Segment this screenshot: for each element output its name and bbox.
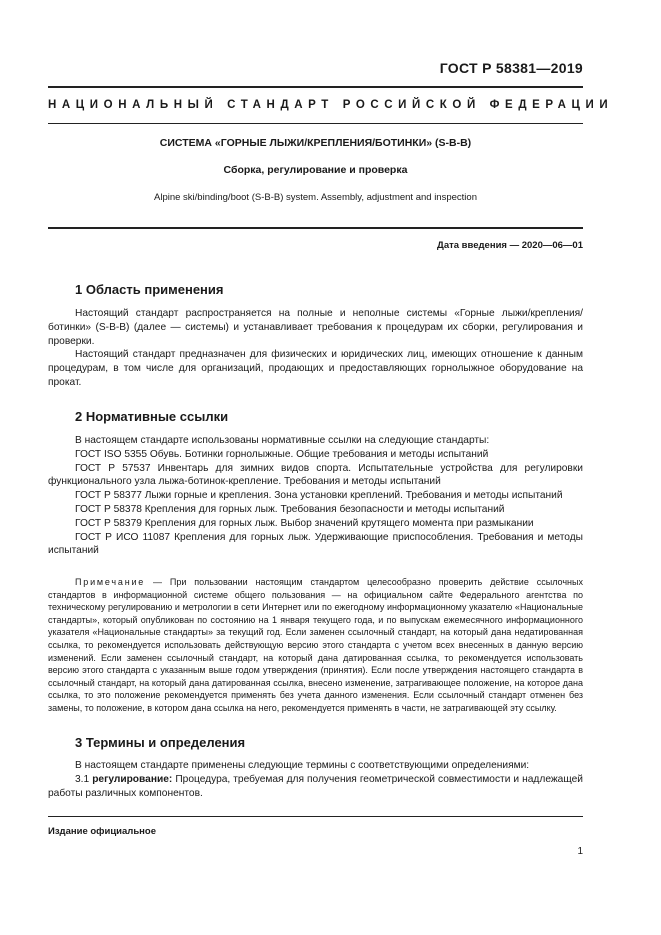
section-2-heading: 2 Нормативные ссылки [75,409,229,424]
section-3-heading: 3 Термины и определения [75,735,246,750]
banner-rule [48,123,583,124]
reference-item: ГОСТ Р 58378 Крепления для горных лыж. Требования безопасности и методы испытаний [75,503,505,515]
references-intro: В настоящем стандарте использованы нормативные ссылки на следующие стандарты: [75,435,490,446]
english-title: Alpine ski/binding/boot (S-B-B) system. Assembly, adjustment and inspection [154,192,477,203]
header-rule [48,86,583,88]
terms-intro: В настоящем стандарте применены следующие термины с соответствующими определениями: [75,760,530,771]
document-title: СИСТЕМА «ГОРНЫЕ ЛЫЖИ/КРЕПЛЕНИЯ/БОТИНКИ» (S-B-B) [159,137,472,149]
title-rule [48,227,583,229]
term-name: регулирование: [92,773,173,785]
reference-item: ГОСТ Р 58379 Крепления для горных лыж. Выбор значений крутящего момента при размыкании [75,517,534,529]
gost-code: ГОСТ Р 58381—2019 [439,60,583,76]
references-note [48,576,583,715]
reference-item: ГОСТ Р 57537 Инвентарь для зимних видов спорта. Испытательные устройства для регулировки функционального узла лыжа-ботинок-крепление. Требования и методы испытаний [48,462,583,488]
page-number: 1 [577,846,583,857]
term-definition-text: Процедура, требуемая для получения геометрической совместимости и надлежащей работы различных компонентов. [48,773,583,799]
term-number: 3.1 [75,773,90,785]
scope-paragraph-2: Настоящий стандарт предназначен для физических и юридических лиц, имеющих отношение к данным процедурам, в том числе для организаций, продающих и предоставляющих горнолыжное оборудование на прокат. [48,349,583,388]
national-standard-banner: НАЦИОНАЛЬНЫЙ СТАНДАРТ РОССИЙСКОЙ ФЕДЕРАЦИИ [48,99,614,111]
reference-item: ГОСТ ISO 5355 Обувь. Ботинки горнолыжные. Общие требования и методы испытаний [75,448,489,460]
introduction-date: Дата введения — 2020—06—01 [437,240,583,251]
section-3-body [48,759,583,800]
note-label: Примечание [75,577,146,587]
section-2-body [48,434,583,558]
reference-item: ГОСТ Р 58377 Лыжи горные и крепления. Зона установки креплений. Требования и методы испытаний [75,490,563,502]
footer-rule [48,816,583,817]
term-definition [48,773,583,801]
section-1-body [48,307,583,390]
edition-label: Издание официальное [48,826,156,837]
scope-paragraph-1: Настоящий стандарт распространяется на полные и неполные системы «Горные лыжи/крепления/ботинки» (S-B-B) (далее — системы) и устанавливает требования к процедурам их сборки, регулирования и проверки. [48,308,583,347]
reference-item: ГОСТ Р ИСО 11087 Крепления для горных лыж. Удерживающие приспособления. Требования и методы испытаний [48,531,583,557]
document-subtitle: Сборка, регулирование и проверка [223,164,408,176]
note-text: — При пользовании настоящим стандартом целесообразно проверить действие ссылочных стандартов в информационной системе общего пользования — на официальном сайте Федерального агентства по техническому регулированию и метрологии в сети Интернет или по ежегодному информационному указателю «Национальные стандарты», который опубликован по состоянию на 1 января текущего года, и по выпускам ежемесячного информационного указателя «Национальные стандарты» за текущий год. Если заменен ссылочный стандарт, на который дана недатированная ссылка, то рекомендуется использовать действующую версию этого стандарта с учетом всех внесенных в данную версию изменений. Если заменен ссылочный стандарт, на который дана датированная ссылка, то рекомендуется использовать версию этого стандарта с указанным выше годом утверждения (принятия). Если после утверждения настоящего стандарта в ссылочный стандарт, на который дана датированная ссылка, внесено изменение, затрагивающее положение, на которое дана ссылка, то это положение рекомендуется применять без учета данного изменения. Если ссылочный стандарт отменен без замены, то положение, в котором дана ссылка на него, рекомендуется применять в части, не затрагивающей эту ссылку. [48,577,583,713]
section-1-heading: 1 Область применения [75,282,224,297]
